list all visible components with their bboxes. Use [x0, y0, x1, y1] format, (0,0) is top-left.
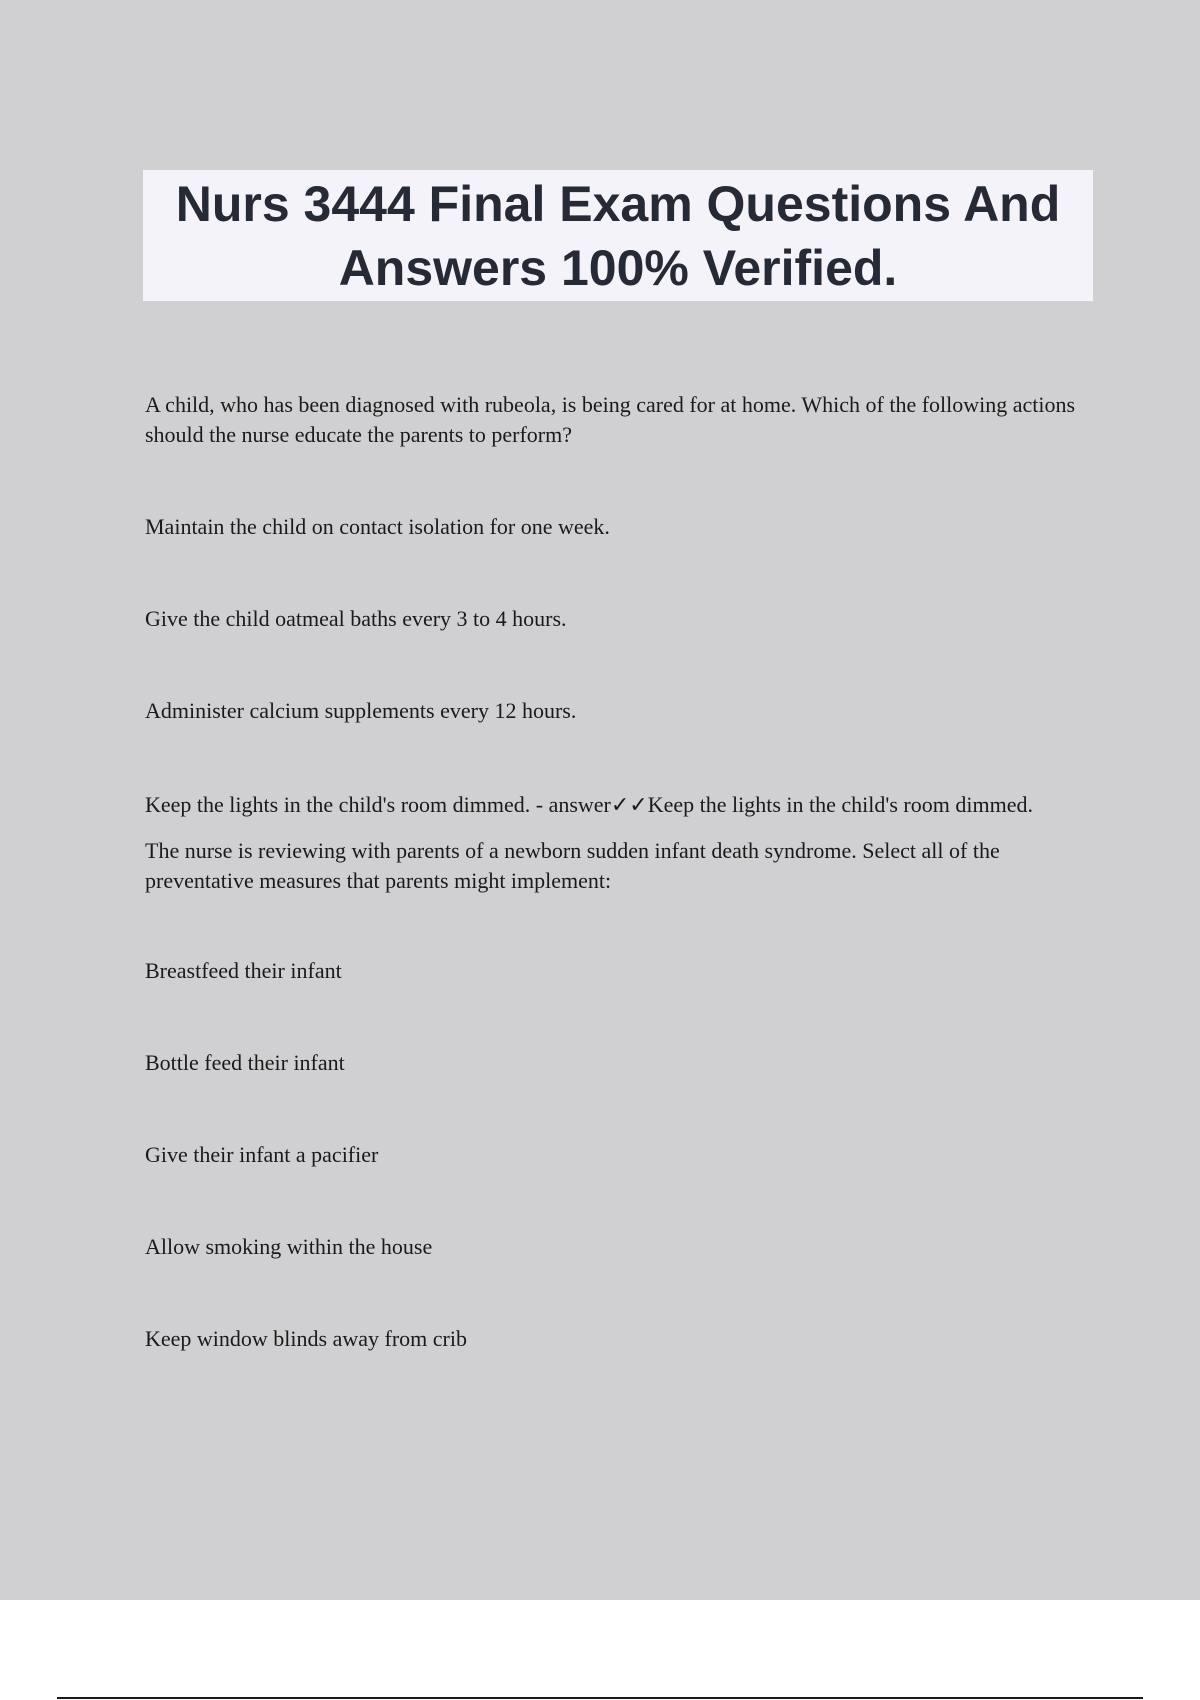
page-divider: [57, 1697, 1143, 1699]
question-2-text: The nurse is reviewing with parents of a newborn sudden infant death syndrome. Select all of the preventative measures that parents might implement:: [145, 838, 1000, 893]
question-1-option: Maintain the child on contact isolation for one week.: [145, 514, 610, 539]
question-2-option: Give their infant a pacifier: [145, 1142, 379, 1167]
question-2-option: Bottle feed their infant: [145, 1050, 345, 1075]
question-1-option: Give the child oatmeal baths every 3 to 4 hours.: [145, 606, 567, 631]
document-body: [145, 390, 1095, 1354]
question-1-option: Administer calcium supplements every 12 hours.: [145, 698, 577, 723]
question-1-text: A child, who has been diagnosed with rubeola, is being cared for at home. Which of the following actions should the nurse educate the parents to perform?: [145, 392, 1076, 447]
title-banner: [143, 170, 1093, 301]
question-2-option: Allow smoking within the house: [145, 1234, 433, 1259]
document-title: Nurs 3444 Final Exam Questions And Answers 100% Verified.: [175, 175, 1061, 296]
question-1-answer: Keep the lights in the child's room dimmed. - answer✓✓Keep the lights in the child's room dimmed.: [145, 792, 1033, 817]
question-2-option: Keep window blinds away from crib: [145, 1326, 467, 1351]
question-2-option: Breastfeed their infant: [145, 958, 342, 983]
